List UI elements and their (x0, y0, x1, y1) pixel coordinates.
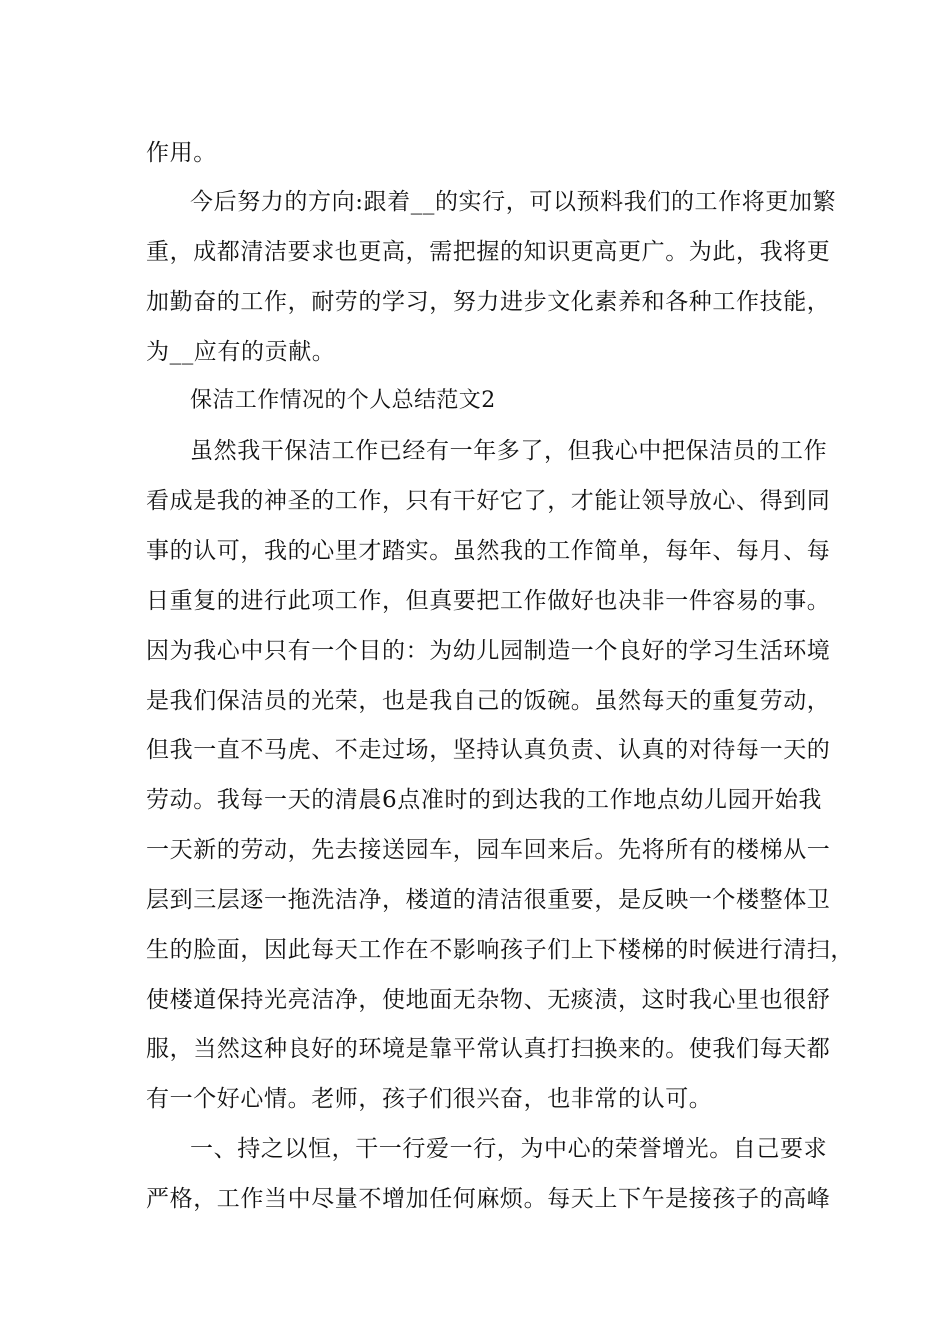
text-line: 日重复的进行此项工作，但真要把工作做好也决非一件容易的事。 (146, 588, 831, 614)
text-line: 事的认可，我的心里才踏实。虽然我的工作简单，每年、每月、每 (146, 538, 831, 564)
text-line: 服，当然这种良好的环境是靠平常认真打扫换来的。使我们每天都 (146, 1036, 831, 1062)
text-line: 使楼道保持光亮洁净，使地面无杂物、无痰渍，这时我心里也很舒 (146, 987, 831, 1013)
text-line: 但我一直不马虎、不走过场，坚持认真负责、认真的对待每一天的 (146, 737, 831, 763)
text-line: 作用。 (146, 140, 217, 166)
text-line: 生的脸面，因此每天工作在不影响孩子们上下楼梯的时候进行清扫， (146, 937, 854, 963)
paragraph-first-line: 今后努力的方向:跟着__的实行，可以预料我们的工作将更加繁 (190, 189, 837, 215)
text-line: 一天新的劳动，先去接送园车，园车回来后。先将所有的楼梯从一 (146, 837, 831, 863)
text-line: 严格，工作当中尽量不增加任何麻烦。每天上下午是接孩子的高峰 (146, 1186, 831, 1212)
paragraph-first-line: 虽然我干保洁工作已经有一年多了，但我心中把保洁员的工作 (190, 438, 828, 464)
text-line: 劳动。我每一天的清晨6点准时的到达我的工作地点幼儿园开始我 (146, 787, 823, 813)
text-line: 重，成都清洁要求也更高，需把握的知识更高更广。为此，我将更 (146, 239, 831, 265)
text-line: 层到三层逐一拖洗洁净，楼道的清洁很重要，是反映一个楼整体卫 (146, 887, 831, 913)
text-line: 是我们保洁员的光荣，也是我自己的饭碗。虽然每天的重复劳动， (146, 688, 831, 714)
section-heading: 保洁工作情况的个人总结范文2 (190, 388, 496, 413)
text-line: 有一个好心情。老师，孩子们很兴奋，也非常的认可。 (146, 1086, 713, 1112)
text-line: 因为我心中只有一个目的：为幼儿园制造一个良好的学习生活环境 (146, 638, 831, 664)
text-line: 加勤奋的工作，耐劳的学习，努力进步文化素养和各种工作技能， (146, 289, 831, 315)
text-line: 看成是我的神圣的工作，只有干好它了，才能让领导放心、得到同 (146, 488, 831, 514)
paragraph-first-line: 一、持之以恒，干一行爱一行，为中心的荣誉增光。自己要求 (190, 1136, 828, 1162)
text-line: 为__应有的贡献。 (146, 339, 336, 365)
